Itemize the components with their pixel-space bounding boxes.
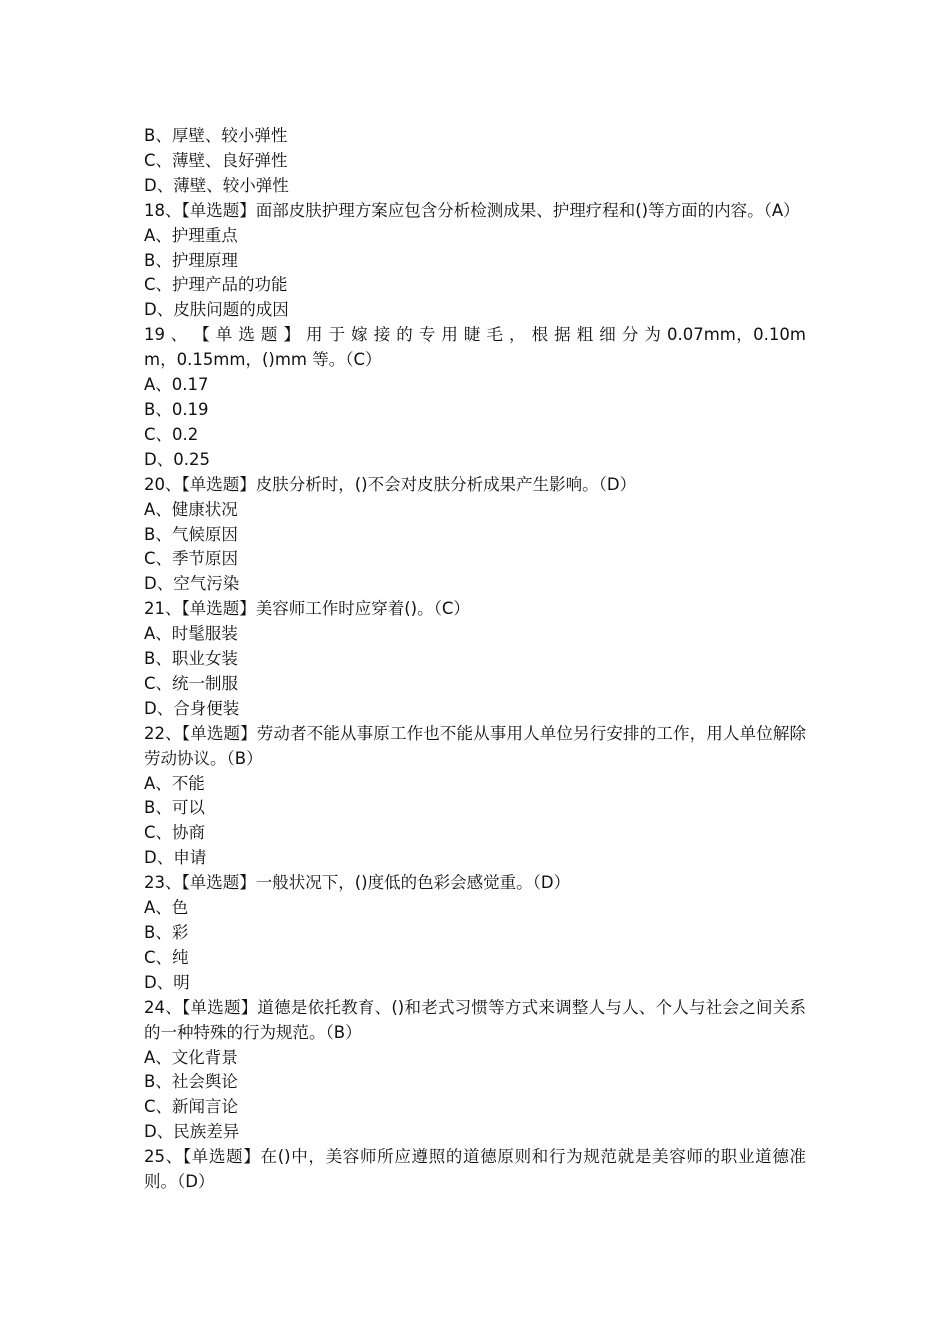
option-line: A、时髦服装 [144, 624, 238, 644]
question-25 [144, 1145, 806, 1195]
option-line: D、民族差异 [144, 1122, 240, 1142]
option-line: D、合身便装 [144, 698, 240, 718]
option-line: C、协商 [144, 823, 206, 843]
option-line: B、职业女装 [144, 649, 238, 669]
question-text: 21、【单选题】美容师工作时应穿着()。（C） [144, 599, 470, 619]
question-text: 18、【单选题】面部皮肤护理方案应包含分析检测成果、护理疗程和()等方面的内容。（A） [144, 200, 800, 220]
option-line: C、薄壁、良好弹性 [144, 150, 288, 170]
option-line: A、护理重点 [144, 225, 238, 245]
option-line: C、新闻言论 [144, 1097, 239, 1117]
option-line: C、0.2 [144, 424, 199, 444]
option-line: D、0.25 [144, 449, 210, 469]
question-23 [144, 871, 806, 996]
question-text: 19 、 【 单 选 题 】 用 于 嫁 接 的 专 用 睫 毛 ， 根 据 粗 细 分 为 0.07mm，0.10mm，0.15mm，()mm 等。（C） [144, 325, 806, 370]
option-line: C、护理产品的功能 [144, 275, 288, 295]
question-text: 22、【单选题】劳动者不能从事原工作也不能从事用人单位另行安排的工作，用人单位解除劳动协议。（B） [144, 723, 806, 768]
option-line: A、不能 [144, 773, 205, 793]
option-line: B、护理原理 [144, 250, 238, 270]
option-line: D、空气污染 [144, 574, 240, 594]
question-24 [144, 996, 806, 1145]
option-line: B、气候原因 [144, 524, 238, 544]
option-line: B、彩 [144, 923, 189, 942]
option-line: A、健康状况 [144, 499, 238, 519]
option-line: D、申请 [144, 848, 207, 868]
question-18 [144, 199, 806, 324]
question-text: 25、【单选题】在()中，美容师所应遵照的道德原则和行为规范就是美容师的职业道德准则。（D） [144, 1147, 806, 1192]
option-line: D、明 [144, 972, 190, 992]
option-line: C、纯 [144, 947, 189, 967]
option-line: B、可以 [144, 798, 205, 818]
document-page [144, 124, 806, 1195]
option-line: A、0.17 [144, 375, 209, 395]
question-text: 23、【单选题】一般状况下，()度低的色彩会感觉重。（D） [144, 873, 571, 893]
option-line: A、色 [144, 898, 189, 918]
option-line: C、季节原因 [144, 549, 239, 569]
question-19 [144, 323, 806, 472]
leading-options [144, 124, 806, 199]
option-line: B、0.19 [144, 399, 209, 419]
option-line: D、薄壁、较小弹性 [144, 175, 289, 195]
question-20 [144, 473, 806, 598]
option-line: B、厚壁、较小弹性 [144, 126, 288, 145]
option-line: C、统一制服 [144, 673, 239, 693]
question-text: 20、【单选题】皮肤分析时，()不会对皮肤分析成果产生影响。（D） [144, 474, 637, 494]
option-line: B、社会舆论 [144, 1072, 238, 1092]
option-line: A、文化背景 [144, 1047, 238, 1067]
question-21 [144, 597, 806, 722]
question-text: 24、【单选题】道德是依托教育、()和老式习惯等方式来调整人与人、个人与社会之间关系的一种特殊的行为规范。（B） [144, 997, 806, 1042]
question-22 [144, 722, 806, 871]
option-line: D、皮肤问题的成因 [144, 300, 289, 320]
